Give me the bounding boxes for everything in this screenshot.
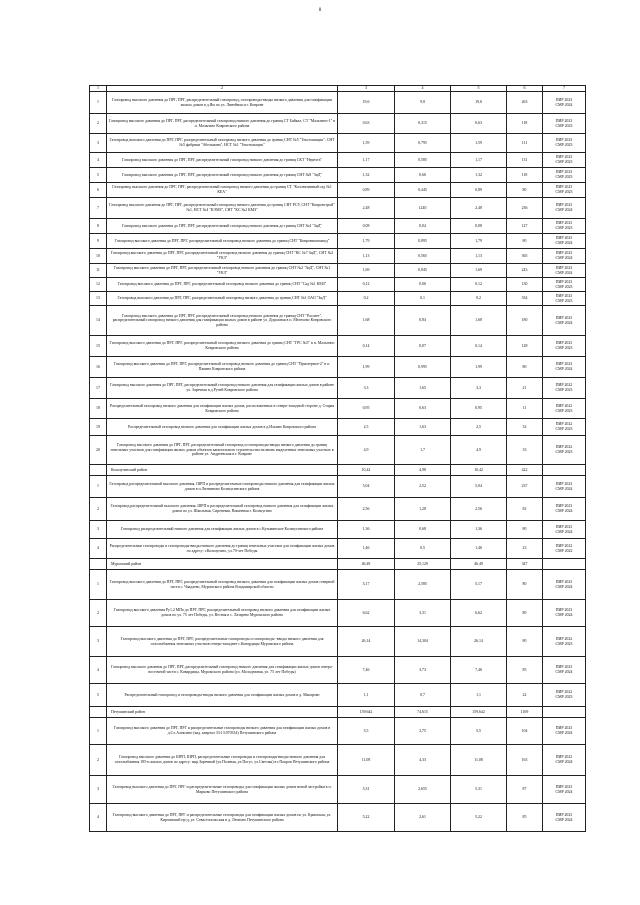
value-col4: 0,585: [395, 153, 451, 168]
households-count: 243: [507, 264, 543, 278]
value-col5: 2,5: [451, 419, 507, 436]
row-number: 13: [90, 292, 107, 306]
table-row: [90, 278, 586, 292]
object-name: Газопровод высокого давления до ПРГ, ПРГ, распределительный газопровод низкого давления для газификации жилых домов северо-восточной части с. Ковардицы, Муромского района (ул. Молодежная, ул. 75 лет Победы): [107, 657, 338, 684]
stage-years: ПИР 2023 СМР 2023: [543, 134, 586, 153]
value-col4: 1,63: [395, 419, 451, 436]
object-name: Газопровод высокого давления до ПРГ, ПРГ, распределительный газопровод низкого давления до границ СНТ "Ковровмашзавод": [107, 234, 338, 249]
value-col5: 1,79: [451, 234, 507, 249]
length-value: 0,08: [338, 219, 395, 234]
length-value: 1,69: [338, 264, 395, 278]
value-col5: 5,04: [451, 476, 507, 498]
stage-years: [543, 707, 586, 718]
households-count: 22: [507, 684, 543, 707]
header-cell: 7: [543, 86, 586, 92]
length-value: 5,17: [338, 570, 395, 600]
households-count: 1169: [507, 707, 543, 718]
stage-years: ПИР 2023 СМР 2023: [543, 278, 586, 292]
length-value: 5,31: [338, 776, 395, 804]
value-col5: 159,642: [451, 707, 507, 718]
row-number: 19: [90, 419, 107, 436]
object-name: Газопровод высокого давления до ШРП, ШРП, распределительные газопроводы и газопроводы-вводы низкого давления для газоснабжения 185-и жилых домов по адресу: мкр.Заречный (ул.Полевая, ул.Погус, ул.Светлая) в г.Покров Петушинского района: [107, 745, 338, 776]
table-row: [90, 264, 586, 278]
row-number: 15: [90, 336, 107, 357]
row-number: 2: [90, 600, 107, 627]
value-col5: 5,22: [451, 804, 507, 832]
length-value: 3,3: [338, 378, 395, 399]
households-count: 104: [507, 718, 543, 745]
table-row: [90, 776, 586, 804]
households-count: 111: [507, 134, 543, 153]
header-cell: 4: [395, 86, 451, 92]
length-value: 1,17: [338, 153, 395, 168]
row-number: 18: [90, 399, 107, 419]
value-col4: 2,52: [395, 476, 451, 498]
value-col5: 1,68: [451, 306, 507, 336]
row-number: 6: [90, 183, 107, 198]
object-name: Газопровод высокого давления до ПРГ, ПРГ, распределительный газопровод низкого давления до границ СНТ №4 "ЗиД": [107, 219, 338, 234]
households-count: 80: [507, 521, 543, 539]
length-value: 5,04: [338, 476, 395, 498]
length-value: 6,62: [338, 600, 395, 627]
length-value: 7,46: [338, 657, 395, 684]
households-count: 130: [507, 278, 543, 292]
length-value: 2,48: [338, 198, 395, 219]
table-row: [90, 378, 586, 399]
header-cell: 5: [451, 86, 507, 92]
row-number: 4: [90, 804, 107, 832]
stage-years: ПИР 2022 СМР 2024: [543, 745, 586, 776]
households-count: 334: [507, 292, 543, 306]
length-value: 10,42: [338, 465, 395, 476]
object-name: Газопровод высокого давления до ПРГ, ПРГ и распределительные газопроводы для газификации жилых домов новой застройки в п. Марково Петушинского района: [107, 776, 338, 804]
value-col5: 19,6: [451, 92, 507, 114]
length-value: 4,9: [338, 436, 395, 465]
value-col5: 1,32: [451, 168, 507, 183]
value-col5: 5,5: [451, 718, 507, 745]
value-col4: 4,98: [395, 465, 451, 476]
value-col4: 3,31: [395, 600, 451, 627]
table-row: [90, 600, 586, 627]
object-name: Газопровод высокого давления до ПРГ, ПРГ, распределительный газопровод низкого давления до границ СТ "Коллективный сад №1 КЕА": [107, 183, 338, 198]
value-col4: 0,315: [395, 114, 451, 134]
value-col4: 14,304: [395, 627, 451, 657]
table-row: [90, 476, 586, 498]
table-row: [90, 219, 586, 234]
value-col4: 25,129: [395, 559, 451, 570]
stage-years: ПИР 2023 СМР 2024: [543, 92, 586, 114]
households-count: 128: [507, 336, 543, 357]
value-col5: 26,14: [451, 627, 507, 657]
length-value: 1,79: [338, 234, 395, 249]
value-col5: 0,89: [451, 183, 507, 198]
length-value: 0,2: [338, 292, 395, 306]
value-col4: 0,68: [395, 521, 451, 539]
row-number: 2: [90, 498, 107, 521]
households-count: 23: [507, 539, 543, 559]
households-count: 237: [507, 476, 543, 498]
table-row: [90, 198, 586, 219]
stage-years: [543, 559, 586, 570]
object-name: Газопровод высокого давления до ПРГ, ПРГ, распределительный газопровод и газопроводы-вводы низкого давления до границ земельных участков для газификации жилых домов объектов капитального строительства на вновь выделенных земельных участках в районе ул. Андреевская в г. Коврове: [107, 436, 338, 465]
row-number: 3: [90, 776, 107, 804]
length-value: 1,59: [338, 134, 395, 153]
value-col4: 0,995: [395, 357, 451, 378]
length-value: 159,642: [338, 707, 395, 718]
value-col4: 0,895: [395, 234, 451, 249]
value-col5: 1,99: [451, 357, 507, 378]
table-row: [90, 357, 586, 378]
value-col5: 46,49: [451, 559, 507, 570]
value-col5: 10,42: [451, 465, 507, 476]
row-number: [90, 559, 107, 570]
stage-years: ПИР 2023 СМР 2024: [543, 521, 586, 539]
table-row: [90, 306, 586, 336]
value-col5: 1,13: [451, 249, 507, 264]
value-col4: 2,61: [395, 804, 451, 832]
row-number: [90, 465, 107, 476]
table-row: [90, 718, 586, 745]
object-name: Газопровод высокого давления до ПРГ, ПРГ, распределительный газопровод, газопроводы-вводы низкого давления для газификации жилых домов в д.Ям по ул. Линейная и г. Коврове: [107, 92, 338, 114]
value-col4: 1,65: [395, 378, 451, 399]
table-row: [90, 399, 586, 419]
object-name: Газопровод высокого давления до ПРГ, ПРГ, распределительные газопроводы и газопроводы -вводы низкого давления для газоснабжения земельных участков северо-западнее с.Ковардицы Муромского района: [107, 627, 338, 657]
value-col4: 0,63: [395, 399, 451, 419]
value-col4: 1,7: [395, 436, 451, 465]
page-number: 8: [318, 8, 322, 13]
households-count: 33: [507, 436, 543, 465]
length-value: 1,32: [338, 168, 395, 183]
households-count: 118: [507, 168, 543, 183]
length-value: 46,49: [338, 559, 395, 570]
households-count: 85: [507, 804, 543, 832]
row-number: 11: [90, 264, 107, 278]
value-col5: 0,63: [451, 114, 507, 134]
value-col4: 0,565: [395, 249, 451, 264]
length-value: 2,56: [338, 498, 395, 521]
table-row: [90, 498, 586, 521]
object-name: Газопровод высокого давления до ПРГ, ПРГ, распределительный газопровод низкого давления до границ СНТ "КС №7 ЗиД", СНТ №2 "УКЗ": [107, 249, 338, 264]
row-number: 3: [90, 521, 107, 539]
object-name: Газопровод высокого давления до ПРГ, ПРГ, распределительный газопровод низкого давления до границ СНТ №5 "Текстильщик", СНТ №5 фабрики "Абельмана", НСТ №1 "Текстильщик": [107, 134, 338, 153]
length-value: 1,36: [338, 521, 395, 539]
value-col5: 0,14: [451, 336, 507, 357]
value-col5: 1,17: [451, 153, 507, 168]
header-cell: 6: [507, 86, 543, 92]
table-row: [90, 419, 586, 436]
stage-years: ПИР 2023 СМР 2024: [543, 234, 586, 249]
object-name: Газопровод высокого давления до ПРГ, ПРГ, распределительный газопровод низкого давления до границ СТ Байкал, СТ "Мальгино-1" в п. Мальгино Ковровского района: [107, 114, 338, 134]
stage-years: ПИР 2023 СМР 2023: [543, 114, 586, 134]
row-number: 17: [90, 378, 107, 399]
value-col5: 2,48: [451, 198, 507, 219]
households-count: 127: [507, 219, 543, 234]
row-number: 8: [90, 219, 107, 234]
row-number: 1: [90, 92, 107, 114]
value-col5: 6,62: [451, 600, 507, 627]
table-row: [90, 570, 586, 600]
length-value: 0,89: [338, 183, 395, 198]
households-count: 32: [507, 419, 543, 436]
length-value: 1,68: [338, 306, 395, 336]
object-name: Распределительный газопровод и газопроводы-вводы низкого давления для газификации жилых домов в д. Макарово: [107, 684, 338, 707]
length-value: 0,63: [338, 114, 395, 134]
households-count: 80: [507, 234, 543, 249]
stage-years: ПИР 2023 СМР 2024: [543, 264, 586, 278]
value-col4: 0,07: [395, 336, 451, 357]
object-name: Газопровод высокого давления до ПРГ, ПРГ, распределительный газопровод низкого давления до границ СНТ РСУ, СНТ "Ковровстрой" №1, НСТ №4 "КЭМЗ", СНТ "КС №2 КМЗ": [107, 198, 338, 219]
value-col5: 1,69: [451, 264, 507, 278]
value-col4: 3,73: [395, 657, 451, 684]
stage-years: ПИР 2022 СМР 2023: [543, 436, 586, 465]
table-row: [90, 168, 586, 183]
stage-years: ПИР 2023 СМР 2024: [543, 657, 586, 684]
row-number: 3: [90, 134, 107, 153]
households-count: 21: [507, 378, 543, 399]
stage-years: ПИР 2023 СМР 2024: [543, 498, 586, 521]
stage-years: ПИР 2023 СМР 2024: [543, 476, 586, 498]
value-col5: 0,12: [451, 278, 507, 292]
value-col4: 1240: [395, 198, 451, 219]
table-row: [90, 627, 586, 657]
row-number: 1: [90, 718, 107, 745]
stage-years: ПИР 2023 СМР 2023: [543, 153, 586, 168]
header-cell: 2: [107, 86, 338, 92]
object-name: Распределительные газопроводы и газопроводы-вводы низкого давления до границ земельных участков для газификации жилых домов по адресу: г.Кольчугино, ул.70-лет Победы: [107, 539, 338, 559]
object-name: Распределительный газопровод низкого давления для газификации жилых домов в д.Ильино Ковровского района: [107, 419, 338, 436]
households-count: 118: [507, 114, 543, 134]
value-col4: 0,7: [395, 684, 451, 707]
table-row: [90, 134, 586, 153]
row-number: 4: [90, 153, 107, 168]
row-number: 7: [90, 198, 107, 219]
length-value: 1,1: [338, 684, 395, 707]
object-name: Газопровод распределительный высокого давления, ШРП и распределительные газопроводы низкого давления для газификации жилых домов в п.Литвиново Кольчугинского района: [107, 476, 338, 498]
object-name: Распределительный газопровод низкого давления для газификации жилых домов, расположенных в северо-западной стороне д. Старая Ковровского района: [107, 399, 338, 419]
object-name: Газопровод высокого давления до ПРГ, ПРГ, распределительный газопровод низкого давления до границ СНТ "Рассвет", распределительный газопровод низкого давления для газификации жилых домов в районе ул. Дорожная в п. Мелехово Ковровского района: [107, 306, 338, 336]
object-name: Кольчугинский район: [107, 465, 338, 476]
value-col5: 5,31: [451, 776, 507, 804]
row-number: 4: [90, 539, 107, 559]
value-col5: 2,56: [451, 498, 507, 521]
length-value: 11,08: [338, 745, 395, 776]
households-count: 80: [507, 570, 543, 600]
households-count: 80: [507, 183, 543, 198]
length-value: 19,6: [338, 92, 395, 114]
households-count: 82: [507, 498, 543, 521]
value-col5: 1,36: [451, 521, 507, 539]
households-count: 163: [507, 745, 543, 776]
stage-years: ПИР 2023 СМР 2024: [543, 357, 586, 378]
households-count: 11: [507, 399, 543, 419]
value-col4: 0,795: [395, 134, 451, 153]
row-number: 5: [90, 684, 107, 707]
stage-years: ПИР 2023 СМР 2023: [543, 183, 586, 198]
households-count: 263: [507, 92, 543, 114]
stage-years: ПИР 2022 СМР 2023: [543, 684, 586, 707]
households-count: 131: [507, 153, 543, 168]
table-row: [90, 336, 586, 357]
households-count: 80: [507, 627, 543, 657]
stage-years: ПИР 2022 СМР 2022: [543, 539, 586, 559]
value-col5: 11,08: [451, 745, 507, 776]
object-name: Петушинский район: [107, 707, 338, 718]
stage-years: ПИР 2023 СМР 2024: [543, 570, 586, 600]
district-row: [90, 559, 586, 570]
object-name: Газопровод высокого давления до ПРГ, ПРГ, распределительный газопровод низкого давления до границ СНТ №2 "ЗиД", СНТ №1 "УКЗ": [107, 264, 338, 278]
gasification-table: [89, 85, 586, 832]
length-value: 2,5: [338, 419, 395, 436]
district-row: [90, 707, 586, 718]
households-count: 422: [507, 465, 543, 476]
value-col5: 0,08: [451, 219, 507, 234]
table-row: [90, 234, 586, 249]
header-cell: 1: [90, 86, 107, 92]
table-row: [90, 436, 586, 465]
stage-years: ПИР 2023 СМР 2024: [543, 306, 586, 336]
value-col4: 74,615: [395, 707, 451, 718]
length-value: 0,14: [338, 336, 395, 357]
table-row: [90, 114, 586, 134]
households-count: 80: [507, 357, 543, 378]
length-value: 1,46: [338, 539, 395, 559]
value-col4: 4,33: [395, 745, 451, 776]
households-count: 80: [507, 600, 543, 627]
stage-years: ПИР 2023 СМР 2023: [543, 336, 586, 357]
table-row: [90, 539, 586, 559]
value-col4: 0,06: [395, 278, 451, 292]
table-row: [90, 684, 586, 707]
object-name: Газопровод высокого давления до ПРГ, ПРГ, распределительный газопровод низкого давления до границ СНТ №1 ОАО "ЗиД": [107, 292, 338, 306]
value-col4: 2,75: [395, 718, 451, 745]
length-value: 5,22: [338, 804, 395, 832]
row-number: 12: [90, 278, 107, 292]
row-number: 20: [90, 436, 107, 465]
stage-years: ПИР 2022 СМР 2023: [543, 399, 586, 419]
length-value: 26,14: [338, 627, 395, 657]
value-col4: 0,1: [395, 292, 451, 306]
object-name: Газопровод высокого давления до ПРГ, ПРГ, распределительный газопровод низкого давления для газификации жилых домов в районе ул. Заречная в д.Ручей Ковровского района: [107, 378, 338, 399]
row-number: 14: [90, 306, 107, 336]
table-row: [90, 745, 586, 776]
object-name: Муромский район: [107, 559, 338, 570]
header-cell: 3: [338, 86, 395, 92]
row-number: 1: [90, 476, 107, 498]
value-col5: 1,46: [451, 539, 507, 559]
stage-years: ПИР 2023 СМР 2024: [543, 198, 586, 219]
stage-years: ПИР 2022 СМР 2023: [543, 627, 586, 657]
value-col5: 5,17: [451, 570, 507, 600]
object-name: Газопровод высокого давления до ПРГ, ПРГ и распределительные газопроводы низкого давления для газификации жилых домов в д.Сл.Алексино (кад. квартал 33:13:070334) Петушинского района: [107, 718, 338, 745]
length-value: 5,5: [338, 718, 395, 745]
row-number: 4: [90, 657, 107, 684]
value-col5: 7,46: [451, 657, 507, 684]
table-row: [90, 657, 586, 684]
stage-years: ПИР 2023 СМР 2023: [543, 292, 586, 306]
value-col4: 2,655: [395, 776, 451, 804]
row-number: 10: [90, 249, 107, 264]
row-number: 5: [90, 168, 107, 183]
table-row: [90, 292, 586, 306]
row-number: 2: [90, 114, 107, 134]
value-col4: 0,04: [395, 219, 451, 234]
object-name: Газопровод высокого давления до ПРГ, ПРГ, распределительный газопровод низкого давления до границ СНТ "Приозерное-2" в п. Пакино Ковровского района: [107, 357, 338, 378]
stage-years: ПИР 2023 СМР 2024: [543, 804, 586, 832]
value-col4: 0,445: [395, 183, 451, 198]
district-row: [90, 465, 586, 476]
households-count: 87: [507, 776, 543, 804]
object-name: Газопровод высокого давления до ПРГ, ПРГ и распределительные газопроводы для газификации жилых домов по ул. Крымская, ул. Кирчанский пр-д, ул. Севастопольская в д. Леоново Петушинского района: [107, 804, 338, 832]
object-name: Газопровод распределительный низкого давления для газификации жилых домов в с.Кузьминское Кольчугинского района: [107, 521, 338, 539]
table-row: [90, 804, 586, 832]
object-name: Газопровод высокого давления до ПРГ, ПРГ, распределительный газопровод низкого давления до границ СНТ №8 "ЗиД": [107, 168, 338, 183]
value-col5: 0,95: [451, 399, 507, 419]
stage-years: ПИР 2023 СМР 2024: [543, 600, 586, 627]
value-col4: 0,845: [395, 264, 451, 278]
value-col4: 1,28: [395, 498, 451, 521]
stage-years: ПИР 2023 СМР 2024: [543, 776, 586, 804]
stage-years: ПИР 2023 СМР 2023: [543, 219, 586, 234]
stage-years: ПИР 2022 СМР 2023: [543, 419, 586, 436]
row-number: 9: [90, 234, 107, 249]
length-value: 0,12: [338, 278, 395, 292]
households-count: 365: [507, 249, 543, 264]
object-name: Газопровод высокого давления Ру1,2 МПа до ПРГ, ПРГ, распределительный газопровод низкого давления для газификации жилых домов по ул. 75 лет Победы, ул. Весная в с. Лазарево Муромского района: [107, 600, 338, 627]
row-number: 1: [90, 570, 107, 600]
length-value: 0,95: [338, 399, 395, 419]
row-number: 16: [90, 357, 107, 378]
table-row: [90, 521, 586, 539]
stage-years: ПИР 2023 СМР 2024: [543, 718, 586, 745]
row-number: 2: [90, 745, 107, 776]
stage-years: ПИР 2022 СМР 2023: [543, 378, 586, 399]
object-name: Газопровод распределительный высокого давления, ШРП и распределительный газопровод низкого давления для газификации жилых домов по ул. Школьная, Сиреневая, Вишневая г. Кольчугино: [107, 498, 338, 521]
value-col5: 1,1: [451, 684, 507, 707]
table-row: [90, 153, 586, 168]
row-number: 3: [90, 627, 107, 657]
value-col4: 9,8: [395, 92, 451, 114]
value-col5: 4,9: [451, 436, 507, 465]
stage-years: ПИР 2023 СМР 2023: [543, 168, 586, 183]
table-row: [90, 183, 586, 198]
households-count: 347: [507, 559, 543, 570]
object-name: Газопровод высокого давления до ПРГ, ПРГ, распределительный газопровод низкого давления до границ СНТ "Сад №1 КМЗ": [107, 278, 338, 292]
stage-years: ПИР 2023 СМР 2024: [543, 249, 586, 264]
row-number: [90, 707, 107, 718]
length-value: 1,13: [338, 249, 395, 264]
object-name: Газопровод высокого давления до ПРГ, ПРГ, распределительный газопровод низкого давления до границ СНТ "ГРС №5" в п. Мальгино Ковровского района: [107, 336, 338, 357]
length-value: 1,99: [338, 357, 395, 378]
value-col5: 3,3: [451, 378, 507, 399]
households-count: 85: [507, 657, 543, 684]
table-row: [90, 92, 586, 114]
value-col4: 0,5: [395, 539, 451, 559]
households-count: 180: [507, 306, 543, 336]
object-name: Газопровод высокого давления до ПРГ, ПРГ, распределительный газопровод низкого давления для газификации жилых домов северной части с. Чаадаево, Муромского района Владимирской области: [107, 570, 338, 600]
value-col4: 2,585: [395, 570, 451, 600]
value-col4: 0,66: [395, 168, 451, 183]
stage-years: [543, 465, 586, 476]
object-name: Газопровод высокого давления до ПРГ, ПРГ, распределительный газопровод низкого давления до границ СКТ "Нерехта": [107, 153, 338, 168]
value-col4: 0,84: [395, 306, 451, 336]
value-col5: 1,59: [451, 134, 507, 153]
table-row: [90, 249, 586, 264]
value-col5: 0,2: [451, 292, 507, 306]
households-count: 236: [507, 198, 543, 219]
